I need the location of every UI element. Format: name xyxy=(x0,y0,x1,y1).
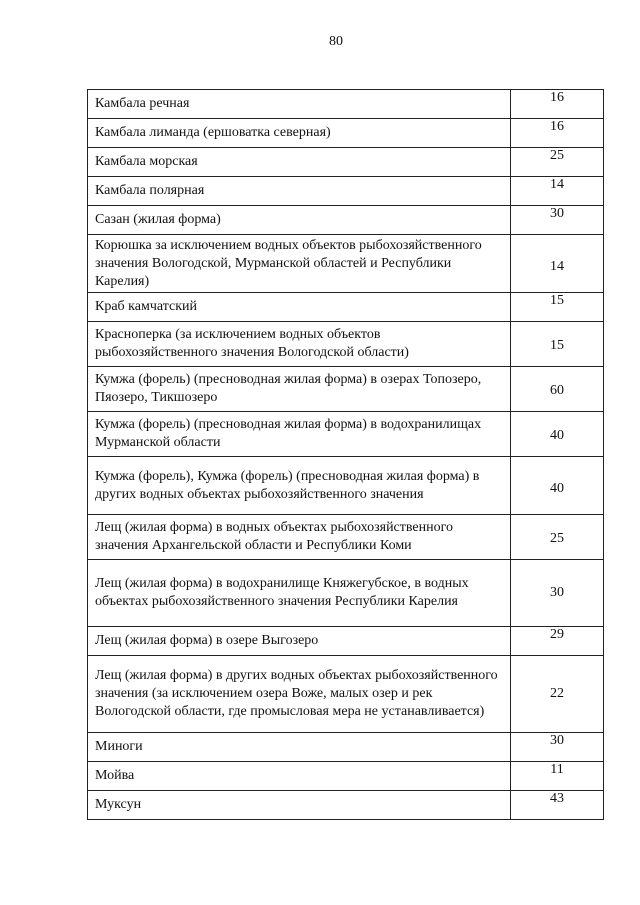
value-text: 25 xyxy=(550,148,564,163)
value-text: 22 xyxy=(550,686,564,701)
table-row xyxy=(88,119,604,148)
value-text: 30 xyxy=(550,585,564,600)
species-name-cell: Лещ (жилая форма) в водохранилище Княжегубское, в водных объектах рыбохозяйственного значения Республики Карелия xyxy=(88,560,511,627)
species-name-cell: Мойва xyxy=(88,762,511,791)
value-text: 14 xyxy=(550,177,564,192)
value-cell xyxy=(511,457,604,515)
value-cell xyxy=(511,733,604,762)
species-name-cell: Сазан (жилая форма) xyxy=(88,206,511,235)
species-name-cell: Лещ (жилая форма) в озере Выгозеро xyxy=(88,627,511,656)
value-text: 30 xyxy=(550,206,564,221)
value-cell xyxy=(511,119,604,148)
page-number: 80 xyxy=(329,34,343,49)
value-cell xyxy=(511,656,604,733)
value-cell xyxy=(511,322,604,367)
value-cell xyxy=(511,148,604,177)
value-text: 30 xyxy=(550,733,564,748)
value-cell xyxy=(511,177,604,206)
table-row xyxy=(88,656,604,733)
value-text: 29 xyxy=(550,627,564,642)
table-row xyxy=(88,515,604,560)
species-name-cell: Камбала лиманда (ершоватка северная) xyxy=(88,119,511,148)
value-cell xyxy=(511,235,604,293)
value-text: 25 xyxy=(550,531,564,546)
value-cell xyxy=(511,293,604,322)
table-row xyxy=(88,560,604,627)
species-name-cell: Лещ (жилая форма) в водных объектах рыбохозяйственного значения Архангельской области и Республики Коми xyxy=(88,515,511,560)
table-row xyxy=(88,627,604,656)
value-cell xyxy=(511,791,604,820)
value-cell xyxy=(511,206,604,235)
species-size-table xyxy=(87,89,604,820)
value-text: 15 xyxy=(550,293,564,308)
table-row xyxy=(88,322,604,367)
value-cell xyxy=(511,90,604,119)
species-name-cell: Камбала полярная xyxy=(88,177,511,206)
table-row xyxy=(88,90,604,119)
species-name-cell: Лещ (жилая форма) в других водных объектах рыбохозяйственного значения (за исключением озера Воже, малых озер и рек Вологодской области, где промысловая мера не устанавливается) xyxy=(88,656,511,733)
table-row xyxy=(88,293,604,322)
table-row xyxy=(88,367,604,412)
value-text: 14 xyxy=(550,258,564,274)
table-row xyxy=(88,148,604,177)
species-name-cell: Красноперка (за исключением водных объектов рыбохозяйственного значения Вологодской области) xyxy=(88,322,511,367)
species-name-cell: Кумжа (форель), Кумжа (форель) (пресноводная жилая форма) в других водных объектах рыбохозяйственного значения xyxy=(88,457,511,515)
species-name-cell: Кумжа (форель) (пресноводная жилая форма) в водохранилищах Мурманской области xyxy=(88,412,511,457)
species-name-cell: Краб камчатский xyxy=(88,293,511,322)
table-row xyxy=(88,235,604,293)
table-row xyxy=(88,412,604,457)
value-text: 60 xyxy=(550,383,564,398)
value-cell xyxy=(511,515,604,560)
species-name-cell: Камбала морская xyxy=(88,148,511,177)
table-row xyxy=(88,733,604,762)
value-text: 15 xyxy=(550,338,564,353)
table-row xyxy=(88,762,604,791)
species-name-cell: Миноги xyxy=(88,733,511,762)
value-cell xyxy=(511,412,604,457)
species-name-cell: Корюшка за исключением водных объектов рыбохозяйственного значения Вологодской, Мурманской областей и Республики Карелия) xyxy=(88,235,511,293)
species-name-cell: Кумжа (форель) (пресноводная жилая форма) в озерах Топозеро, Пяозеро, Тикшозеро xyxy=(88,367,511,412)
species-name-cell: Муксун xyxy=(88,791,511,820)
species-name-cell: Камбала речная xyxy=(88,90,511,119)
value-cell xyxy=(511,762,604,791)
value-cell xyxy=(511,560,604,627)
value-text: 43 xyxy=(550,791,564,806)
value-text: 40 xyxy=(550,480,564,496)
value-text: 40 xyxy=(550,428,564,443)
table-row xyxy=(88,457,604,515)
value-text: 11 xyxy=(550,762,564,777)
table-row xyxy=(88,206,604,235)
value-text: 16 xyxy=(550,90,564,105)
value-text: 16 xyxy=(550,119,564,134)
value-cell xyxy=(511,627,604,656)
table-row xyxy=(88,177,604,206)
table-row xyxy=(88,791,604,820)
value-cell xyxy=(511,367,604,412)
